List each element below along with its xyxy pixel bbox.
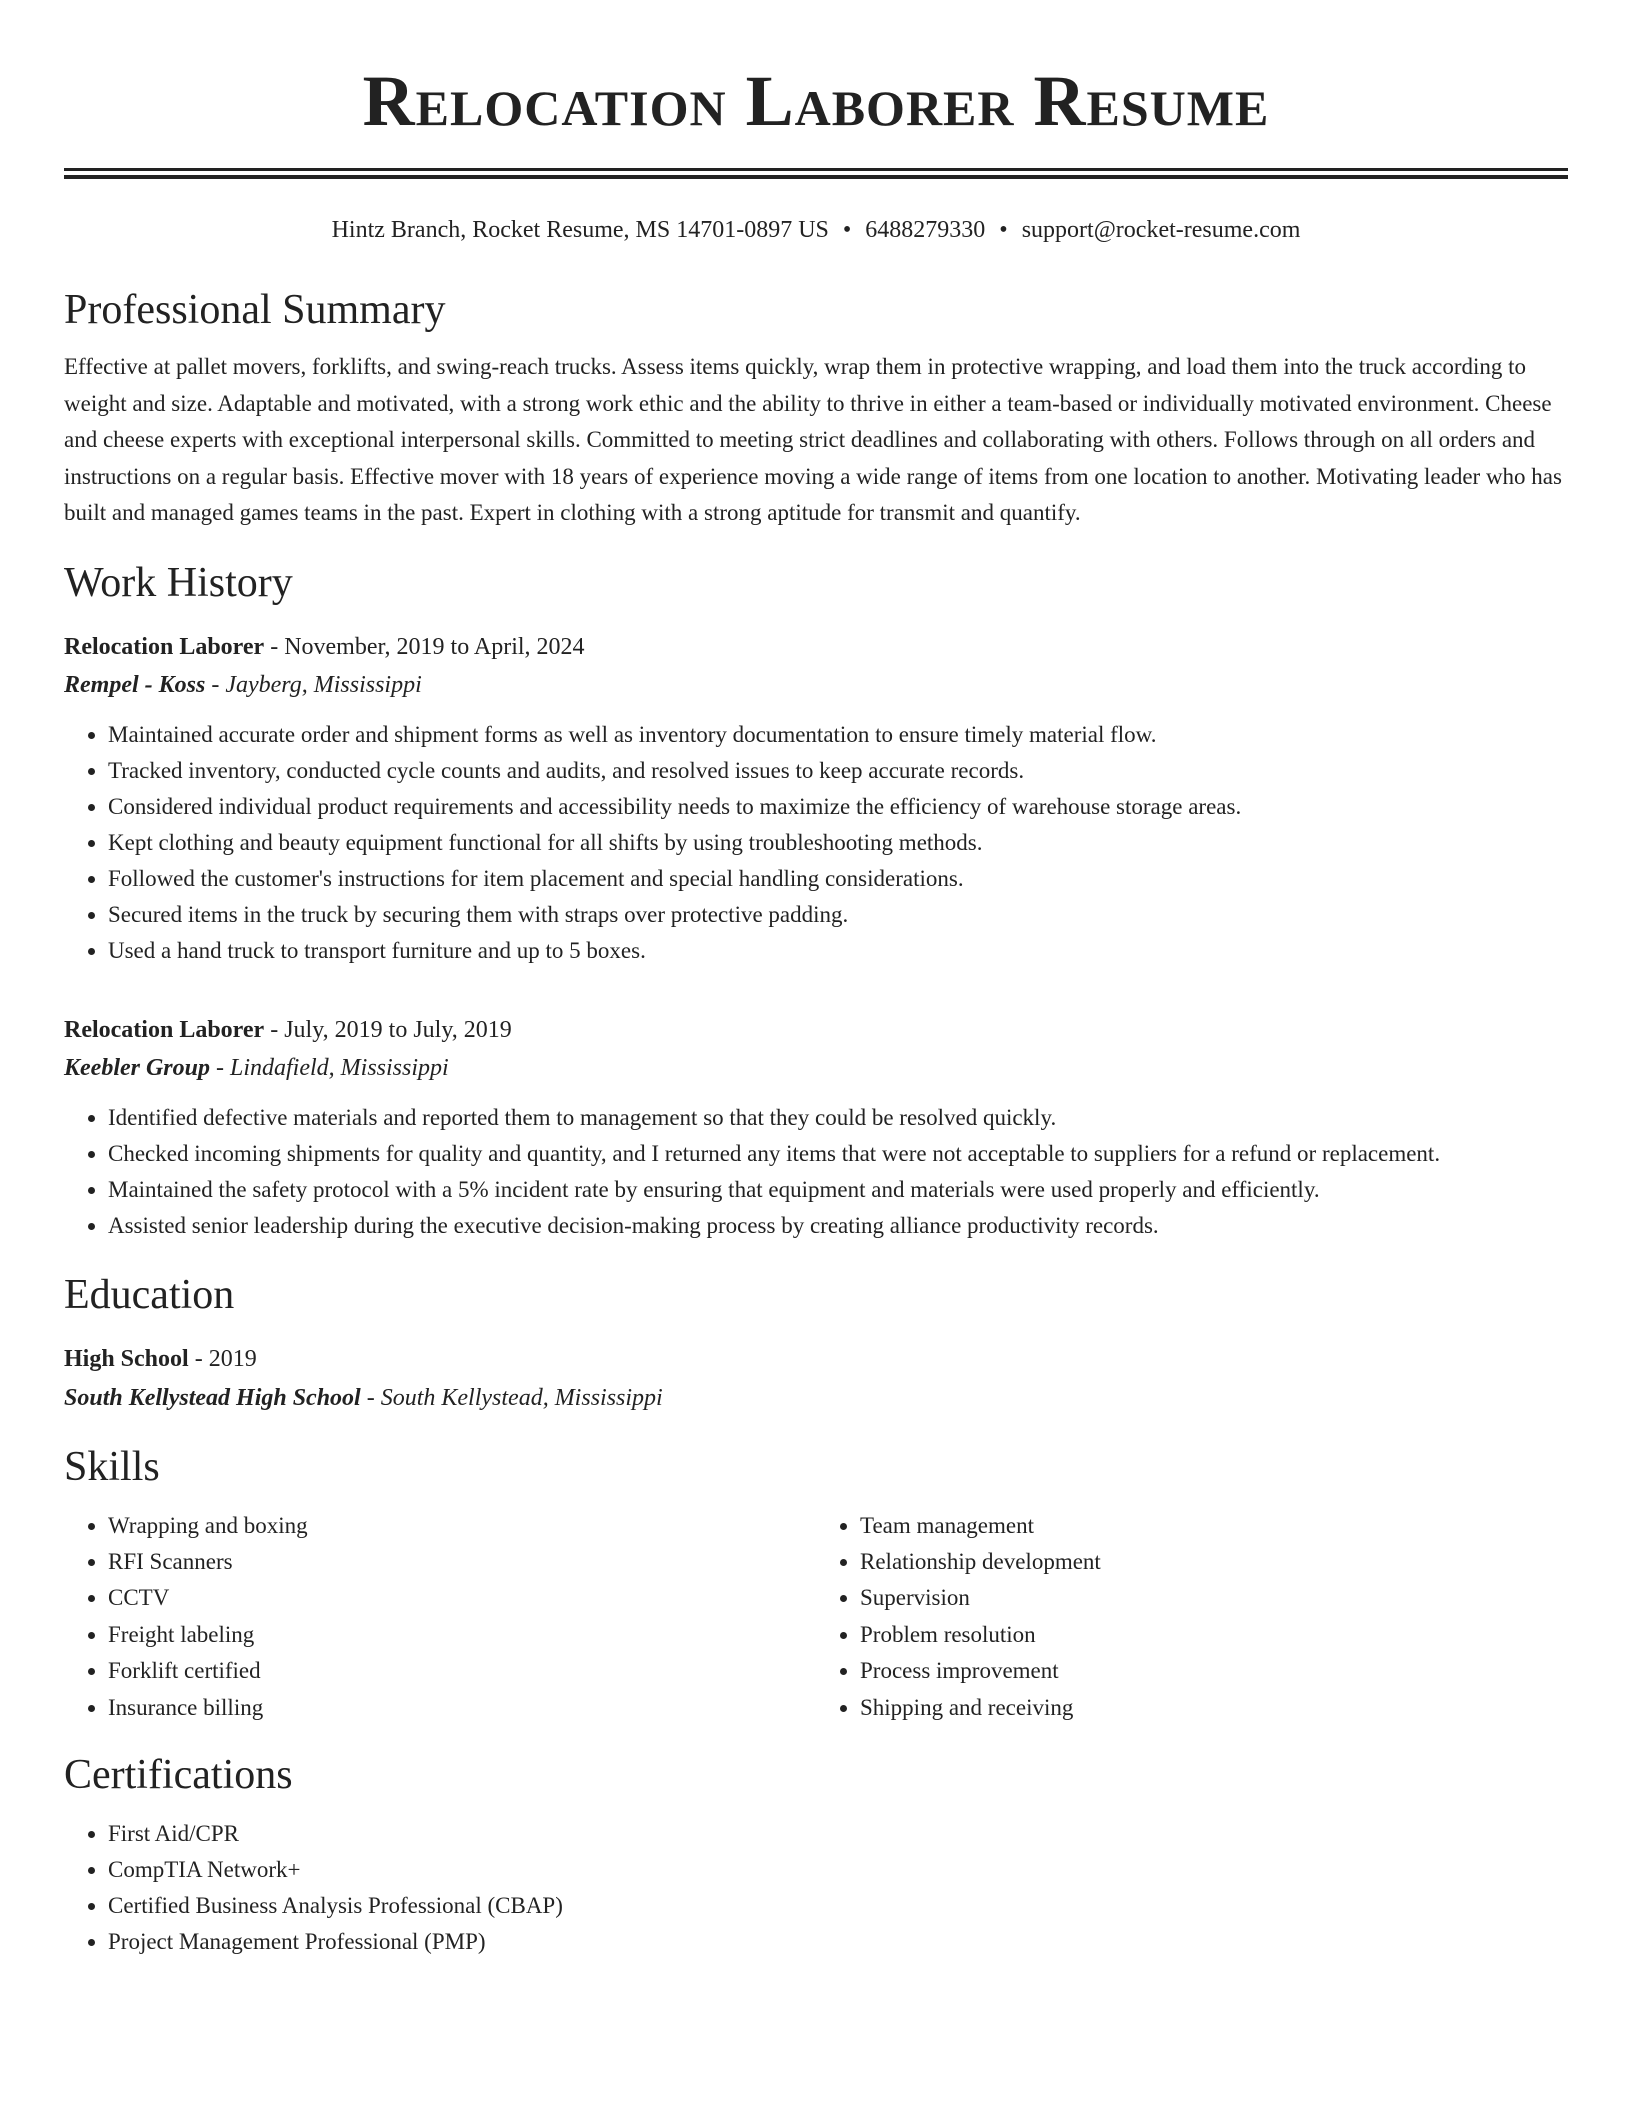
job-location: - Lindafield, Mississippi <box>210 1054 449 1081</box>
skill-item: • Wrapping and boxing <box>108 1508 816 1544</box>
job-bullet: • Kept clothing and beauty equipment functional for all shifts by using troubleshooting methods. <box>108 825 1568 861</box>
skills-list-left <box>64 1508 816 1726</box>
education-school: South Kellystead High School <box>64 1384 361 1411</box>
summary-text: Effective at pallet movers, forklifts, and swing-reach trucks. Assess items quickly, wrap them in protective wrapping, and load them into the truck according to weight and size. Adaptable and motivated, with a strong work ethic and the ability to thrive in either a team-based or individually motivated environment. Cheese and cheese experts with exceptional interpersonal skills. Committed to meeting strict deadlines and collaborating with others. Follows through on all orders and instructions on a regular basis. Effective mover with 18 years of experience moving a wide range of items from one location to another. Motivating leader who has built and managed games teams in the past. Expert in clothing with a strong aptitude for transmit and quantify. <box>64 354 1562 525</box>
job-bullet: • Used a hand truck to transport furniture and up to 5 boxes. <box>108 933 1568 969</box>
section-heading-work-history: Work History <box>64 559 293 606</box>
certification-item: • Certified Business Analysis Professional (CBAP) <box>108 1888 1568 1924</box>
skill-item: • Problem resolution <box>860 1617 1568 1653</box>
skill-item: • Supervision <box>860 1580 1568 1616</box>
job-location: - Jayberg, Mississippi <box>205 671 422 698</box>
skill-item: • CCTV <box>108 1580 816 1616</box>
skills-list-right <box>816 1508 1568 1726</box>
job-title: Relocation Laborer <box>64 1016 265 1043</box>
certification-item: • CompTIA Network+ <box>108 1852 1568 1888</box>
certification-item: • Project Management Professional (PMP) <box>108 1924 1568 1960</box>
education-entry <box>64 1340 1568 1418</box>
job-dates: - November, 2019 to April, 2024 <box>264 633 585 660</box>
job-bullet: • Considered individual product requirements and accessibility needs to maximize the efficiency of warehouse storage areas. <box>108 789 1568 825</box>
skill-item: • RFI Scanners <box>108 1544 816 1580</box>
job-dates: - July, 2019 to July, 2019 <box>264 1016 512 1043</box>
contact-phone: 6488279330 <box>865 217 986 243</box>
job-company-line <box>64 666 1568 704</box>
skill-item: • Relationship development <box>860 1544 1568 1580</box>
job-company: Keebler Group <box>64 1054 210 1081</box>
job-bullet-list <box>64 1100 1568 1244</box>
job-bullet: • Assisted senior leadership during the executive decision-making process by creating alliance productivity records. <box>108 1208 1568 1244</box>
contact-separator: • <box>842 217 852 243</box>
contact-separator: • <box>999 217 1008 243</box>
skill-item: • Freight labeling <box>108 1617 816 1653</box>
job-bullet: • Followed the customer's instructions for item placement and special handling considerations. <box>108 861 1568 897</box>
job-bullet: • Identified defective materials and reported them to management so that they could be resolved quickly. <box>108 1100 1568 1136</box>
skill-item: • Team management <box>860 1508 1568 1544</box>
job-bullet: • Checked incoming shipments for quality and quantity, and I returned any items that were not acceptable to suppliers for a refund or replacement. <box>108 1136 1568 1172</box>
job-entry <box>64 628 1568 969</box>
job-title-line <box>64 1011 1568 1049</box>
header-divider-top <box>64 168 1568 171</box>
job-title-line <box>64 628 1568 666</box>
education-location: - South Kellystead, Mississippi <box>360 1384 663 1411</box>
certifications-list <box>64 1816 1568 1960</box>
section-heading-skills: Skills <box>64 1443 160 1490</box>
job-bullet-list <box>64 717 1568 969</box>
skill-item: • Forklift certified <box>108 1653 816 1689</box>
contact-line <box>64 215 1568 245</box>
job-company-line <box>64 1049 1568 1087</box>
job-bullet: • Maintained accurate order and shipment forms as well as inventory documentation to ensure timely material flow. <box>108 717 1568 753</box>
section-heading-certifications: Certifications <box>64 1751 293 1798</box>
header-divider-bottom <box>64 175 1568 179</box>
contact-email: support@rocket-resume.com <box>1021 217 1301 243</box>
section-heading-education: Education <box>64 1271 235 1318</box>
section-heading-summary: Professional Summary <box>64 287 446 333</box>
contact-address: Hintz Branch, Rocket Resume, MS 14701-0897 US <box>331 217 829 243</box>
certification-item: • First Aid/CPR <box>108 1816 1568 1852</box>
education-school-line <box>64 1378 1568 1418</box>
skill-item: • Insurance billing <box>108 1690 816 1726</box>
education-degree-line <box>64 1340 1568 1378</box>
skill-item: • Process improvement <box>860 1653 1568 1689</box>
education-year: - 2019 <box>188 1345 257 1372</box>
job-bullet: • Tracked inventory, conducted cycle counts and audits, and resolved issues to keep accurate records. <box>108 753 1568 789</box>
job-entry <box>64 1011 1568 1244</box>
skills-columns <box>64 1508 1568 1726</box>
job-company: Rempel - Koss <box>64 671 206 698</box>
education-degree: High School <box>64 1345 189 1372</box>
job-bullet: • Secured items in the truck by securing them with straps over protective padding. <box>108 897 1568 933</box>
job-title: Relocation Laborer <box>64 633 265 660</box>
job-bullet: • Maintained the safety protocol with a 5% incident rate by ensuring that equipment and materials were used properly and efficiently. <box>108 1172 1568 1208</box>
skill-item: • Shipping and receiving <box>860 1690 1568 1726</box>
resume-title: Relocation Laborer Resume <box>362 61 1270 141</box>
